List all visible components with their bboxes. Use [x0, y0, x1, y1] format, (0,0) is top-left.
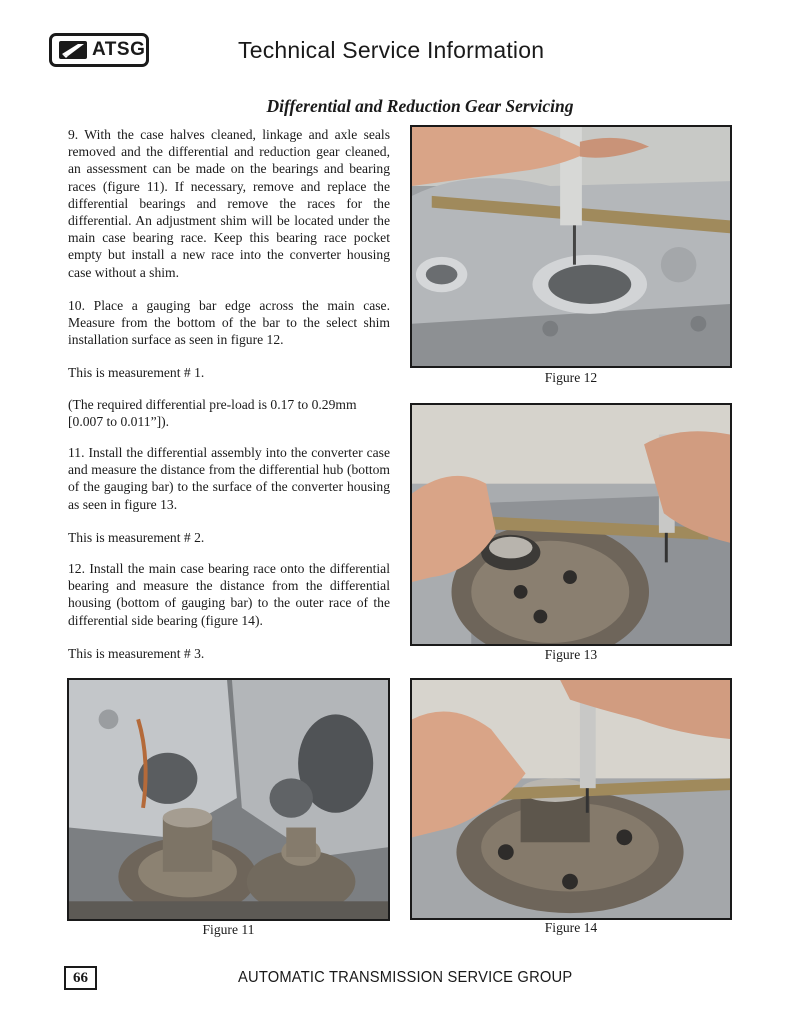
paragraph-step-9: 9. With the case halves cleaned, linkage and axle seals removed and the differential and reduction gear cleaned, an assessment can be made on the bearings and bearing races (figure 11). If necessary, remove and replace the differential bearings and remove the races for the differential. An adjustment shim will be located under the main case bearing race. Keep this bearing race pocket empty but install a new race into the converter housing case without a shim. [68, 127, 390, 280]
atsg-logo-icon [58, 39, 88, 61]
figure-12-photo [410, 125, 732, 368]
section-title: Differential and Reduction Gear Servicing [266, 96, 574, 116]
header-title: Technical Service Information [238, 37, 545, 63]
figure-11-photo [67, 678, 390, 921]
figure-13-caption: Figure 13 [544, 647, 598, 662]
atsg-logo [49, 33, 149, 67]
figure-14-photo [410, 678, 732, 920]
figure-11-caption: Figure 11 [202, 922, 255, 937]
page-number: 66 [64, 966, 97, 990]
figure-13-photo [410, 403, 732, 646]
paragraph-step-10: 10. Place a gauging bar edge across the main case. Measure from the bottom of the bar to the select shim installation surface as seen in figure 12. [68, 297, 390, 348]
measurement-3-text: This is measurement # 3. [68, 645, 205, 661]
body-text [68, 126, 390, 676]
preload-note: (The required differential pre-load is 0.17 to 0.29mm [0.007 to 0.011”]). [68, 396, 357, 429]
footer-title: AUTOMATIC TRANSMISSION SERVICE GROUP [238, 969, 573, 986]
logo-text: ATSG [92, 39, 146, 60]
measurement-2-text: This is measurement # 2. [68, 529, 205, 545]
paragraph-step-11: 11. Install the differential assembly into the converter case and measure the distance from the differential hub (bottom of the gauging bar) to the surface of the converter housing as seen in figure 13. [68, 445, 390, 512]
figure-12-caption: Figure 12 [544, 370, 598, 385]
paragraph-step-12: 12. Install the main case bearing race onto the differential bearing and measure the distance from the differential housing (bottom of gauging bar) to the outer race of the differential side bearing (figure 14). [68, 561, 390, 628]
measurement-1-text: This is measurement # 1. [68, 365, 205, 381]
figure-14-caption: Figure 14 [544, 920, 598, 935]
